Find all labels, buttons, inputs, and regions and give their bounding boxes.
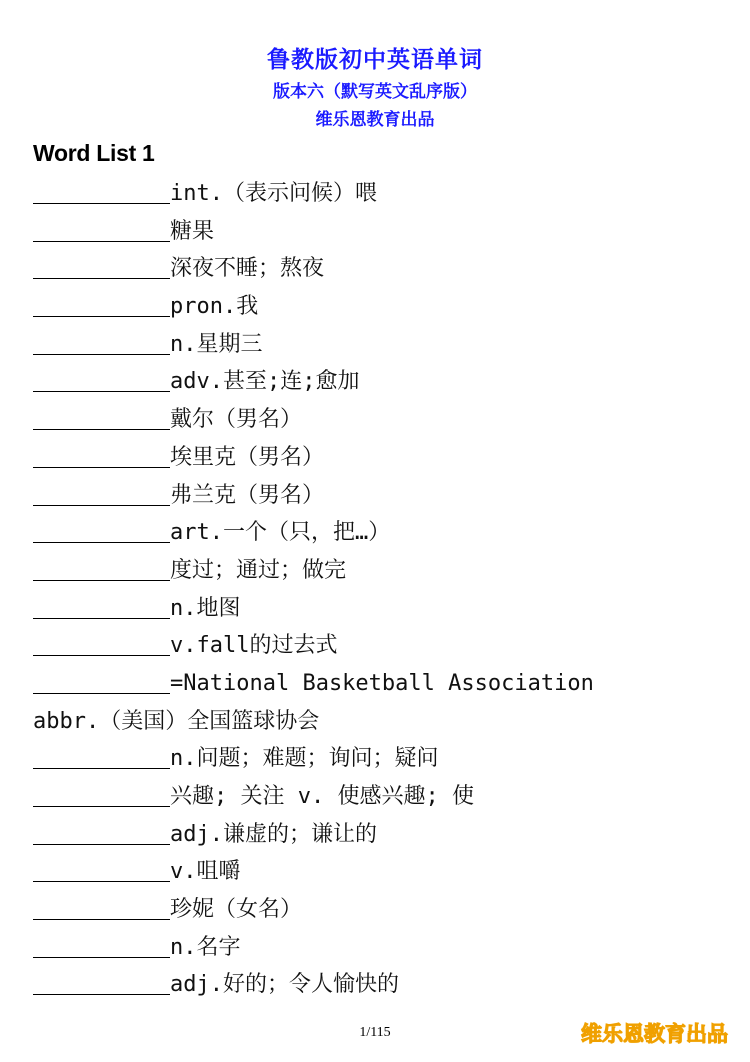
- document-title: 鲁教版初中英语单词: [267, 47, 483, 73]
- publisher-credit: 维乐恩教育出品: [315, 110, 435, 130]
- document-header: [0, 42, 750, 134]
- word-entry: [33, 891, 733, 929]
- entry-continuation: [33, 703, 733, 741]
- word-entry: [33, 966, 733, 1004]
- word-entry: [33, 363, 733, 401]
- entry-definition: 兴趣; 关注 v. 使感兴趣; 使: [170, 784, 474, 809]
- word-entry: [33, 816, 733, 854]
- word-entry: [33, 439, 733, 477]
- word-entry: [33, 250, 733, 288]
- word-entry: [33, 665, 733, 703]
- answer-blank: [33, 817, 170, 845]
- entry-definition: abbr.（美国）全国篮球协会: [33, 708, 320, 734]
- answer-blank: [33, 892, 170, 920]
- entry-definition: 度过；通过；做完: [170, 557, 347, 583]
- answer-blank: [33, 478, 170, 506]
- word-entry: [33, 213, 733, 251]
- word-entry: [33, 175, 733, 213]
- word-list: [33, 175, 733, 1004]
- word-entry: [33, 552, 733, 590]
- answer-blank: [33, 214, 170, 242]
- entry-definition: 弗兰克（男名）: [170, 482, 325, 508]
- word-entry: [33, 514, 733, 552]
- answer-blank: [33, 666, 170, 694]
- answer-blank: [33, 591, 170, 619]
- answer-blank: [33, 967, 170, 995]
- page-number: 1/115: [359, 1025, 391, 1040]
- entry-definition: adv.甚至;连;愈加: [170, 369, 360, 395]
- entry-definition: v.fall的过去式: [170, 633, 338, 659]
- answer-blank: [33, 364, 170, 392]
- answer-blank: [33, 251, 170, 279]
- document-subtitle: 版本六（默写英文乱序版）: [273, 82, 477, 102]
- entry-definition: adj.好的；令人愉快的: [170, 972, 399, 998]
- answer-blank: [33, 515, 170, 543]
- answer-blank: [33, 402, 170, 430]
- entry-definition: 深夜不睡；熬夜: [170, 256, 325, 282]
- entry-definition: v.咀嚼: [170, 859, 241, 885]
- answer-blank: [33, 741, 170, 769]
- answer-blank: [33, 327, 170, 355]
- entry-definition: 埃里克（男名）: [170, 444, 325, 470]
- entry-definition: 糖果: [170, 218, 215, 244]
- word-entry: [33, 401, 733, 439]
- word-entry: [33, 778, 733, 816]
- word-entry: [33, 627, 733, 665]
- word-entry: [33, 590, 733, 628]
- entry-definition: art.一个（只，把…）: [170, 520, 391, 546]
- answer-blank: [33, 628, 170, 656]
- entry-definition: n.地图: [170, 595, 241, 621]
- entry-definition: pron.我: [170, 294, 259, 320]
- word-entry: [33, 929, 733, 967]
- answer-blank: [33, 440, 170, 468]
- word-entry: [33, 740, 733, 778]
- answer-blank: [33, 289, 170, 317]
- entry-definition: 珍妮（女名）: [170, 897, 303, 923]
- entry-definition: n.问题；难题；询问；疑问: [170, 746, 439, 772]
- entry-definition: n.名字: [170, 934, 241, 960]
- word-entry: [33, 326, 733, 364]
- answer-blank: [33, 930, 170, 958]
- watermark-logo: 维乐恩教育出品: [581, 1022, 728, 1046]
- entry-definition: =National Basketball Association: [170, 670, 594, 696]
- word-entry: [33, 288, 733, 326]
- entry-definition: n.星期三: [170, 331, 263, 357]
- answer-blank: [33, 854, 170, 882]
- word-entry: [33, 853, 733, 891]
- entry-definition: 戴尔（男名）: [170, 407, 303, 433]
- answer-blank: [33, 553, 170, 581]
- entry-definition: int.（表示问候）喂: [170, 181, 377, 206]
- answer-blank: [33, 176, 170, 204]
- entry-definition: adj.谦虚的；谦让的: [170, 821, 377, 847]
- word-list-title: Word List 1: [33, 140, 155, 166]
- answer-blank: [33, 779, 170, 807]
- word-entry: [33, 477, 733, 515]
